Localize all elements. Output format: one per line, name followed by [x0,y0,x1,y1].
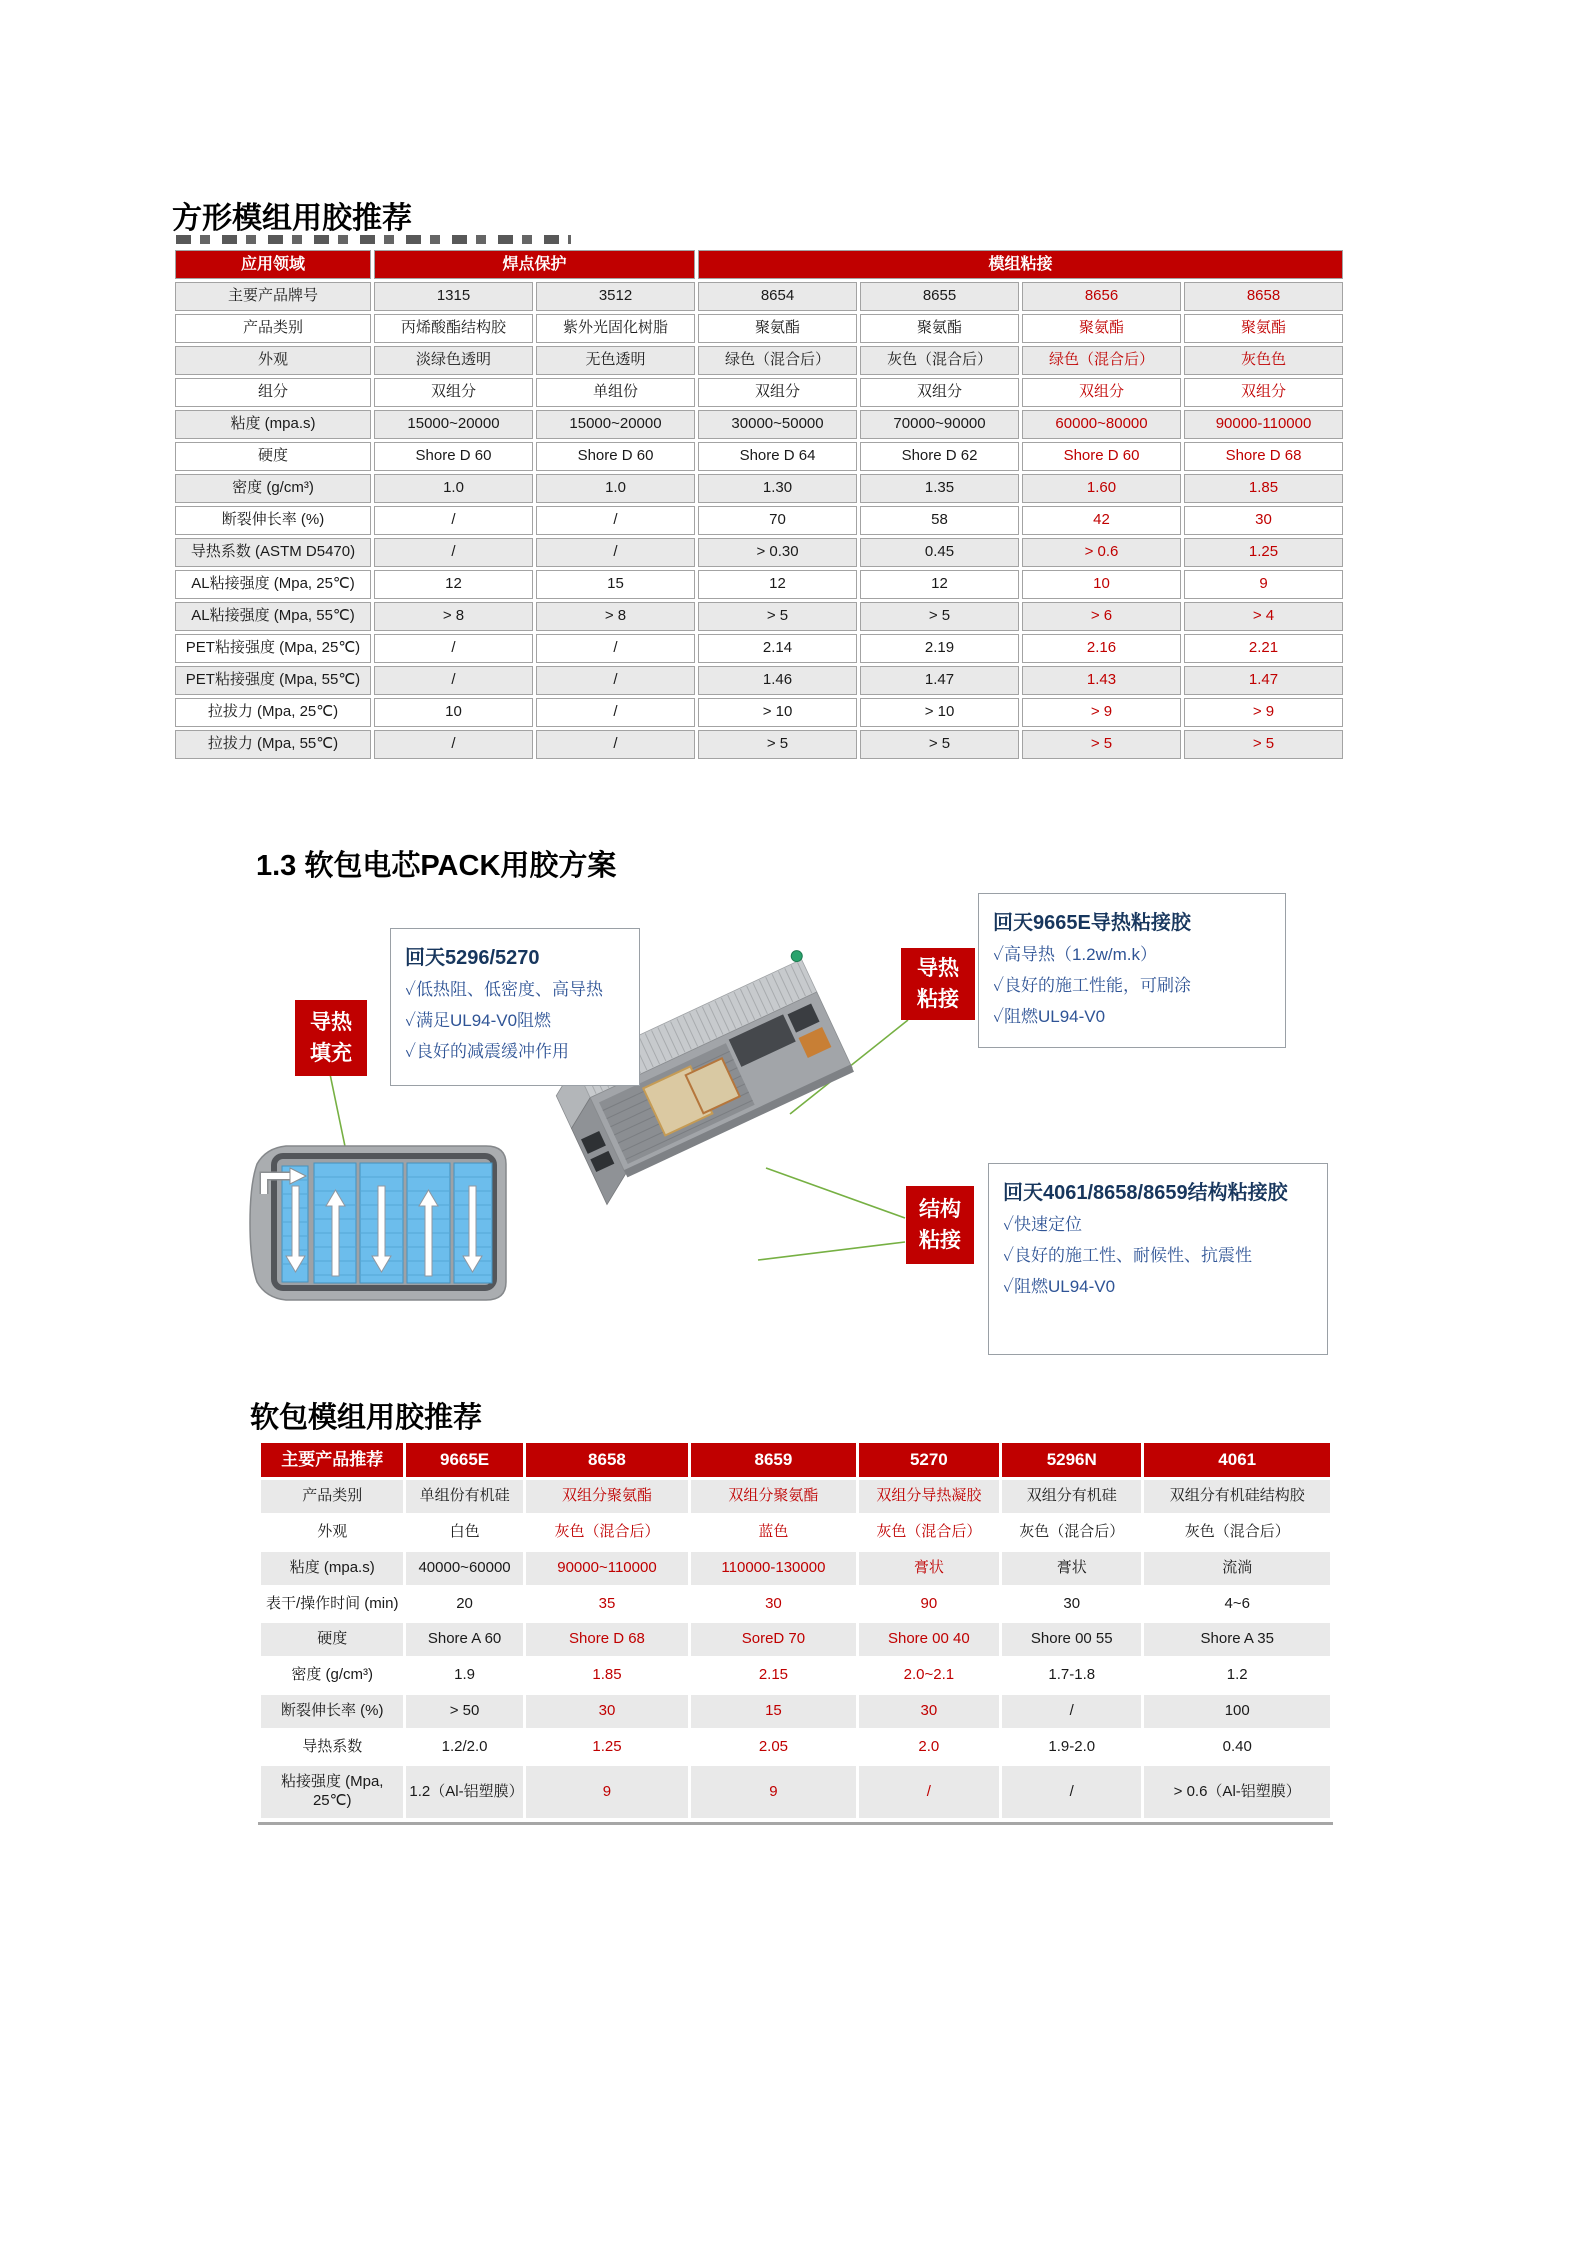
clipped-text-fragment [176,235,571,244]
callout-title: 回天4061/8658/8659结构粘接胶 [1003,1182,1288,1204]
table-cell: 70 [698,506,857,535]
table-cell: 2.14 [698,634,857,663]
column-header: 主要产品推荐 [261,1443,403,1477]
table-cell: 30 [1002,1588,1141,1621]
tag-structural-bond [906,1186,974,1264]
table-cell: 1.85 [1184,474,1343,503]
table-cell: 8654 [698,282,857,311]
table-cell: > 9 [1184,698,1343,727]
tag-line: 填充 [310,1042,352,1065]
data-table [258,1440,1333,1821]
table-cell: 15000~20000 [374,410,533,439]
table-cell: > 8 [536,602,695,631]
row-label: 断裂伸长率 (%) [261,1695,403,1728]
table-cell: 1.7-1.8 [1002,1659,1141,1692]
table-row [261,1480,1330,1513]
table-cell: > 50 [406,1695,522,1728]
table-cell: 40000~60000 [406,1552,522,1585]
table-cell: Shore D 62 [860,442,1019,471]
table-cell: 蓝色 [691,1516,855,1549]
table-cell: 15 [536,570,695,599]
row-label: 粘度 (mpa.s) [261,1552,403,1585]
table-row [261,1588,1330,1621]
table-cell: 30 [859,1695,999,1728]
table-cell: 100 [1144,1695,1330,1728]
table-cell: 8655 [860,282,1019,311]
table-cell: 白色 [406,1516,522,1549]
table-cell: SoreD 70 [691,1623,855,1656]
table-cell: > 8 [374,602,533,631]
data-table [172,247,1346,762]
table-cell: 1.9-2.0 [1002,1731,1141,1764]
table-row [175,698,1343,727]
table-cell: 1.46 [698,666,857,695]
table-cell: > 6 [1022,602,1181,631]
table-cell: / [536,634,695,663]
row-label: 产品类别 [175,314,371,343]
table-cell: / [536,506,695,535]
table-row [175,314,1343,343]
table-row [261,1623,1330,1656]
table-cell: 双组分 [374,378,533,407]
table-cell: 1.2/2.0 [406,1731,522,1764]
table-cell: 12 [698,570,857,599]
table-cell: 灰色（混合后） [1144,1516,1330,1549]
table-cell: > 0.30 [698,538,857,567]
table-row [175,378,1343,407]
table-cell: / [374,666,533,695]
table-cell: Shore 00 55 [1002,1623,1141,1656]
table-cell: / [1002,1766,1141,1818]
table-cell: 2.0~2.1 [859,1659,999,1692]
callout-item: ✓高导热（1.2w/m.k） [993,945,1157,964]
table-cell: 1.43 [1022,666,1181,695]
table-cell: 2.16 [1022,634,1181,663]
table-cell: Shore A 60 [406,1623,522,1656]
table-cell: 1.47 [1184,666,1343,695]
square-module-adhesive-table [172,247,1346,762]
table-cell: > 5 [1022,730,1181,759]
table-cell: 双组分 [1022,378,1181,407]
tag-line: 粘接 [917,988,959,1011]
callout-item: ✓低热阻、低密度、高导热 [405,980,603,999]
table-cell: 流淌 [1144,1552,1330,1585]
table-cell: 紫外光固化树脂 [536,314,695,343]
table-cell: 110000-130000 [691,1552,855,1585]
pouch-pack-section-title: 1.3 软包电芯PACK用胶方案 [256,850,617,882]
table-cell: 聚氨酯 [1022,314,1181,343]
table-cell: 灰色（混合后） [526,1516,688,1549]
table-cell: 15 [691,1695,855,1728]
table-cell: > 10 [698,698,857,727]
callout-item: ✓阻燃UL94-V0 [993,1007,1106,1027]
callout-title: 回天9665E导热粘接胶 [993,912,1191,934]
table-cell: 单组份有机硅 [406,1480,522,1513]
callout-item: ✓快速定位 [1003,1215,1082,1234]
row-label: 组分 [175,378,371,407]
row-label: 拉拔力 (Mpa, 25℃) [175,698,371,727]
table-cell: / [374,730,533,759]
table-row [261,1766,1330,1818]
table-row [175,666,1343,695]
table-cell: 90 [859,1588,999,1621]
table-cell: 1.0 [374,474,533,503]
column-header: 5270 [859,1443,999,1477]
table-cell: Shore D 60 [374,442,533,471]
table-cell: 1.0 [536,474,695,503]
table-cell: Shore D 68 [1184,442,1343,471]
row-label: AL粘接强度 (Mpa, 55℃) [175,602,371,631]
table-cell: 膏状 [1002,1552,1141,1585]
table-cell: 9 [1184,570,1343,599]
table-cell: > 5 [698,730,857,759]
table-row [175,634,1343,663]
table-cell: 双组分 [698,378,857,407]
table-cell: 2.0 [859,1731,999,1764]
callout-item: ✓满足UL94-V0阻燃 [405,1011,552,1031]
table-cell: Shore 00 40 [859,1623,999,1656]
table-header-row [261,1443,1330,1477]
table-cell: 1.85 [526,1659,688,1692]
table-cell: 20 [406,1588,522,1621]
table-cell: > 5 [698,602,857,631]
table-cell: 1.25 [526,1731,688,1764]
callout-5296-5270 [390,928,640,1086]
tag-thermal-bond [901,948,975,1020]
row-label: 产品类别 [261,1480,403,1513]
table-cell: 30 [691,1588,855,1621]
table-row [175,602,1343,631]
table-cell: 12 [374,570,533,599]
table-row [175,346,1343,375]
table-cell: 42 [1022,506,1181,535]
table-cell: / [536,730,695,759]
row-label: PET粘接强度 (Mpa, 25℃) [175,634,371,663]
table-cell: / [374,538,533,567]
pouch-module-section-title: 软包模组用胶推荐 [250,1402,483,1434]
table-cell: 1.47 [860,666,1019,695]
table-cell: > 0.6 [1022,538,1181,567]
row-label: PET粘接强度 (Mpa, 55℃) [175,666,371,695]
row-label: 粘度 (mpa.s) [175,410,371,439]
table-row [175,474,1343,503]
table-cell: 9 [691,1766,855,1818]
table-row [261,1695,1330,1728]
table-cell: 双组分有机硅结构胶 [1144,1480,1330,1513]
row-label: 粘接强度 (Mpa, 25℃) [261,1766,403,1818]
table-cell: 12 [860,570,1019,599]
table-cell: > 5 [1184,730,1343,759]
callout-9665e [978,893,1286,1048]
table-cell: 双组分 [1184,378,1343,407]
table-cell: 灰色（混合后） [859,1516,999,1549]
table-row [175,506,1343,535]
table-cell: 35 [526,1588,688,1621]
table-cell: 绿色（混合后） [698,346,857,375]
row-label: 拉拔力 (Mpa, 55℃) [175,730,371,759]
row-label: 密度 (g/cm³) [261,1659,403,1692]
row-label: 主要产品牌号 [175,282,371,311]
row-label: 外观 [175,346,371,375]
callout-title: 回天5296/5270 [405,947,540,969]
table-cell: 双组分聚氨酯 [526,1480,688,1513]
callout-item: ✓良好的减震缓冲作用 [405,1042,569,1062]
table-cell: 无色透明 [536,346,695,375]
table-cell: Shore D 60 [1022,442,1181,471]
table-cell: 2.19 [860,634,1019,663]
table-cell: 1.9 [406,1659,522,1692]
table-cell: 60000~80000 [1022,410,1181,439]
column-header: 5296N [1002,1443,1141,1477]
table-cell: / [1002,1695,1141,1728]
table-cell: 双组分 [860,378,1019,407]
callout-item: ✓阻燃UL94-V0 [1003,1277,1116,1297]
table-cell: > 9 [1022,698,1181,727]
table-cell: 58 [860,506,1019,535]
row-label: AL粘接强度 (Mpa, 25℃) [175,570,371,599]
row-label: 导热系数 (ASTM D5470) [175,538,371,567]
table-cell: 聚氨酯 [698,314,857,343]
row-label: 硬度 [261,1623,403,1656]
row-label: 外观 [261,1516,403,1549]
table-cell: / [859,1766,999,1818]
table-cell: 8658 [1184,282,1343,311]
table-cell: 双组分有机硅 [1002,1480,1141,1513]
table-cell: 双组分导热凝胶 [859,1480,999,1513]
table-cell: 2.21 [1184,634,1343,663]
table-row [261,1731,1330,1764]
tag-line: 粘接 [919,1229,961,1252]
table-row [175,570,1343,599]
table-cell: 1.2（Al-铝塑膜） [406,1766,522,1818]
table-cell: 1.35 [860,474,1019,503]
row-label: 导热系数 [261,1731,403,1764]
pouch-pack-diagram [0,880,1587,1410]
table-cell: Shore D 60 [536,442,695,471]
table-cell: 灰色（混合后） [860,346,1019,375]
table-cell: 2.15 [691,1659,855,1692]
tag-line: 导热 [917,956,959,980]
tag-thermal-fill [295,1000,367,1076]
table-cell: 绿色（混合后） [1022,346,1181,375]
tag-line: 导热 [310,1010,352,1034]
table-cell: 膏状 [859,1552,999,1585]
table-row [175,730,1343,759]
table-cell: 丙烯酸酯结构胶 [374,314,533,343]
table-cell: 0.45 [860,538,1019,567]
table-row [261,1516,1330,1549]
table-cell: 9 [526,1766,688,1818]
table-row [175,410,1343,439]
table-cell: / [536,538,695,567]
table-cell: Shore D 64 [698,442,857,471]
row-label: 密度 (g/cm³) [175,474,371,503]
column-header: 8658 [526,1443,688,1477]
table-header-row [175,250,1343,279]
column-header: 8659 [691,1443,855,1477]
table-cell: 30 [1184,506,1343,535]
table-cell: 8656 [1022,282,1181,311]
square-module-section-title: 方形模组用胶推荐 [172,202,412,235]
row-label: 硬度 [175,442,371,471]
table-cell: Shore D 68 [526,1623,688,1656]
table-cell: 1315 [374,282,533,311]
table-cell: > 5 [860,602,1019,631]
table-cell: 10 [1022,570,1181,599]
table-row [175,538,1343,567]
table-cell: 3512 [536,282,695,311]
table-cell: 10 [374,698,533,727]
table-row [261,1659,1330,1692]
callout-4061-8658-8659 [988,1163,1328,1355]
column-header: 9665E [406,1443,522,1477]
table-cell: / [374,506,533,535]
table-cell: > 4 [1184,602,1343,631]
table-cell: 淡绿色透明 [374,346,533,375]
table-cell: 1.60 [1022,474,1181,503]
table-row [175,282,1343,311]
table-cell: 1.30 [698,474,857,503]
column-header: 模组粘接 [698,250,1343,279]
table-cell: / [374,634,533,663]
table-cell: 1.2 [1144,1659,1330,1692]
table-cell: 70000~90000 [860,410,1019,439]
column-header: 应用领域 [175,250,371,279]
table-cell: 单组份 [536,378,695,407]
table-row [261,1552,1330,1585]
table-cell: 90000~110000 [526,1552,688,1585]
table-cell: 2.05 [691,1731,855,1764]
table-cell: 聚氨酯 [1184,314,1343,343]
callout-item: ✓良好的施工性、耐候性、抗震性 [1003,1246,1252,1266]
table-cell: 双组分聚氨酯 [691,1480,855,1513]
table-cell: 15000~20000 [536,410,695,439]
table-cell: > 5 [860,730,1019,759]
table-cell: 0.40 [1144,1731,1330,1764]
table-cell: 30000~50000 [698,410,857,439]
table-cell: 灰色（混合后） [1002,1516,1141,1549]
pouch-module-adhesive-table [258,1440,1333,1825]
table-cell: / [536,666,695,695]
table-cell: 30 [526,1695,688,1728]
callout-item: ✓良好的施工性能，可刷涂 [993,976,1191,996]
tag-line: 结构 [919,1197,961,1221]
table-cell: Shore A 35 [1144,1623,1330,1656]
table-row [175,442,1343,471]
column-header: 4061 [1144,1443,1330,1477]
row-label: 断裂伸长率 (%) [175,506,371,535]
row-label: 表干/操作时间 (min) [261,1588,403,1621]
table-cell: 灰色色 [1184,346,1343,375]
table-cell: 90000-110000 [1184,410,1343,439]
column-header: 焊点保护 [374,250,695,279]
table-cell: 1.25 [1184,538,1343,567]
table-cell: 4~6 [1144,1588,1330,1621]
table-cell: > 10 [860,698,1019,727]
table-cell: 聚氨酯 [860,314,1019,343]
table-cell: > 0.6（Al-铝塑膜） [1144,1766,1330,1818]
battery-tray-illustration [250,1146,506,1300]
table-cell: / [536,698,695,727]
